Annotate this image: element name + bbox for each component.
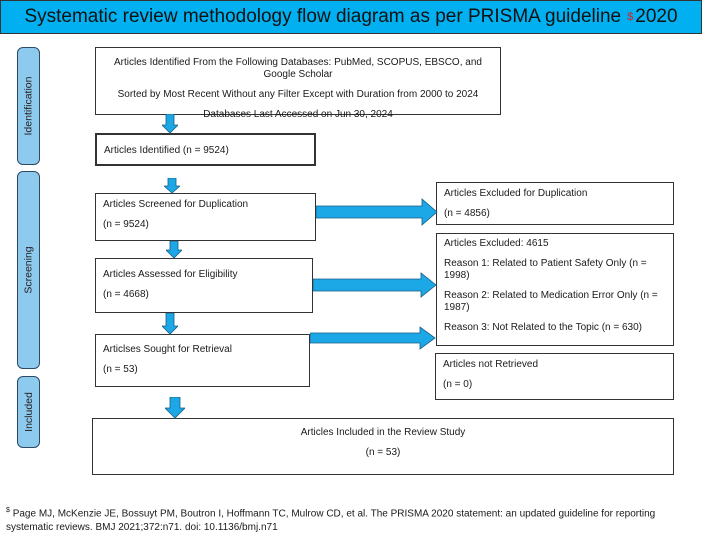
excluded-duplication-box bbox=[436, 182, 674, 225]
identified-box bbox=[95, 133, 316, 166]
phase-label: Screening bbox=[22, 246, 35, 294]
phase-identification bbox=[17, 47, 40, 165]
sought-box bbox=[95, 334, 310, 387]
not-retrieved-box bbox=[435, 353, 674, 400]
reason-3: Reason 3: Not Related to the Topic (n = 630) bbox=[444, 322, 642, 333]
box-label: Articlses Sought for Retrieval bbox=[103, 344, 232, 355]
reason-1: Reason 1: Related to Patient Safety Only (n = 1998) bbox=[444, 258, 647, 281]
sources-line: Sorted by Most Recent Without any Filter Except with Duration from 2000 to 2024 bbox=[117, 89, 479, 100]
down-arrow-icon bbox=[164, 178, 180, 194]
box-count: (n = 4856) bbox=[444, 208, 490, 219]
down-arrow-icon bbox=[166, 241, 182, 259]
reason-2: Reason 2: Related to Medication Error Only (n = 1987) bbox=[444, 290, 658, 313]
box-label: Articles Assessed for Eligibility bbox=[103, 269, 238, 280]
box-label: Articles Included in the Review Study bbox=[300, 427, 466, 438]
sources-line: Articles Identified From the Following Databases: PubMed, SCOPUS, EBSCO, and Google Scholar bbox=[114, 57, 482, 80]
title-footnote-marker: $ bbox=[627, 11, 634, 23]
footnote-marker: $ bbox=[6, 507, 10, 514]
sources-box bbox=[95, 47, 501, 120]
box-count: (n = 53) bbox=[365, 447, 401, 458]
identified-text: Articles Identified (n = 9524) bbox=[104, 145, 229, 156]
box-label: Articles not Retrieved bbox=[443, 359, 539, 370]
down-arrow-icon bbox=[162, 313, 178, 335]
assessed-box bbox=[95, 258, 313, 313]
phase-label: Included bbox=[22, 392, 35, 432]
box-count: (n = 9524) bbox=[103, 219, 149, 230]
right-arrow-icon bbox=[310, 326, 436, 350]
included-box bbox=[92, 418, 674, 475]
box-label: Articles Screened for Duplication bbox=[103, 199, 249, 210]
box-count: (n = 53) bbox=[103, 364, 138, 375]
box-count: (n = 0) bbox=[443, 379, 473, 390]
box-label: Articles Excluded for Duplication bbox=[444, 188, 588, 199]
screened-box bbox=[95, 193, 316, 241]
right-arrow-icon bbox=[313, 272, 437, 298]
down-arrow-icon bbox=[165, 397, 185, 419]
excluded-reasons-box bbox=[436, 233, 674, 346]
title-year: 2020 bbox=[635, 6, 678, 27]
right-arrow-icon bbox=[316, 198, 438, 226]
down-arrow-icon bbox=[162, 114, 178, 134]
phase-label: Identification bbox=[22, 76, 35, 136]
phase-included bbox=[17, 376, 40, 448]
box-count: (n = 4668) bbox=[103, 289, 149, 300]
footnote bbox=[6, 504, 696, 535]
diagram-title bbox=[0, 0, 702, 34]
sources-line: Databases Last Accessed on Jun 30, 2024 bbox=[203, 109, 393, 120]
box-label: Articles Excluded: 4615 bbox=[444, 238, 549, 249]
phase-screening bbox=[17, 171, 40, 369]
title-text: Systematic review methodology flow diagram as per PRISMA guideline bbox=[24, 6, 622, 27]
footnote-text: Page MJ, McKenzie JE, Bossuyt PM, Boutron I, Hoffmann TC, Mulrow CD, et al. The PRISMA 2020 statement: an updated guideline for reporting systematic reviews. BMJ 2021;372:n71. doi: 10.1136/bmj.n71 bbox=[6, 508, 656, 534]
